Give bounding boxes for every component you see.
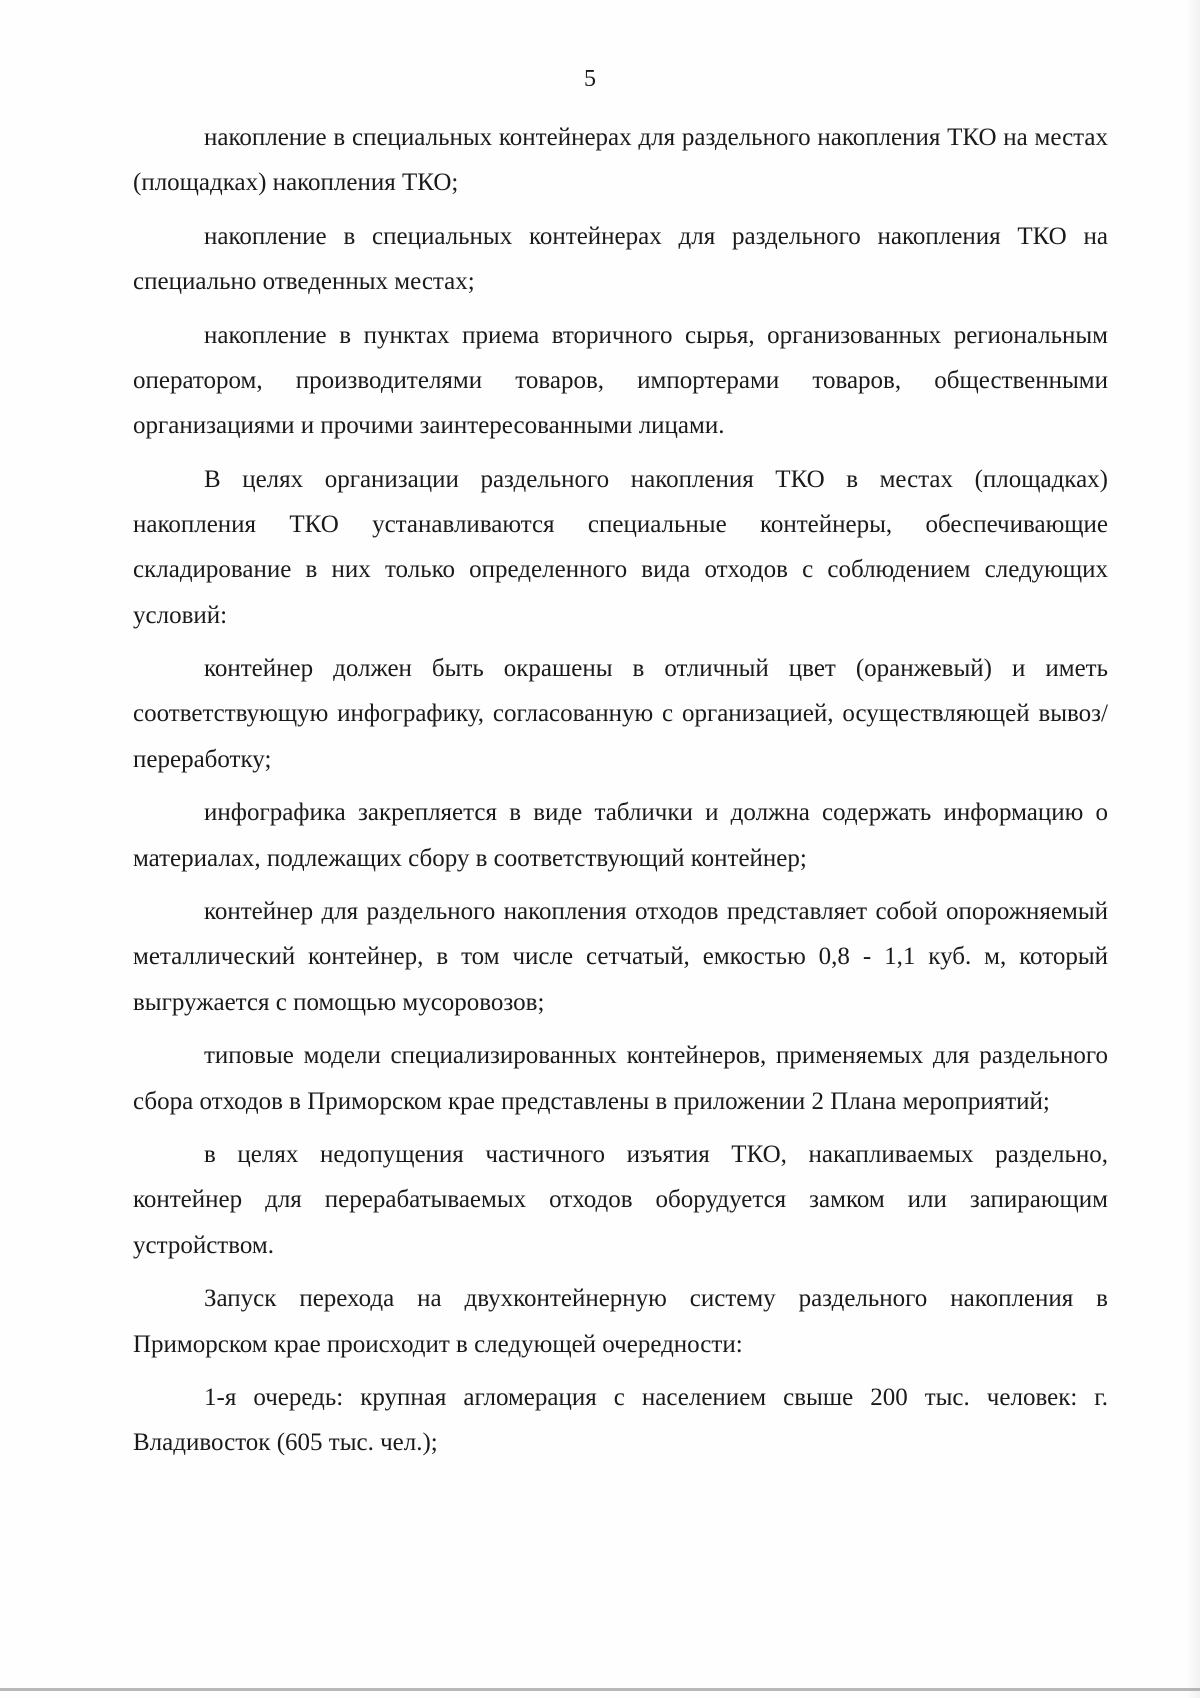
- paragraph: типовые модели специализированных контейнеров, применяемых для раздельного сбора отходов в Приморском крае представлены в приложении 2 Плана мероприятий;: [133, 1042, 1108, 1115]
- paragraph: накопление в специальных контейнерах для раздельного накопления ТКО на специально отведенных местах;: [133, 222, 1108, 296]
- paragraph: Запуск перехода на двухконтейнерную систему раздельного накопления в Приморском крае происходит в следующей очередности:: [133, 1285, 1108, 1358]
- paragraph: в целях недопущения частичного изъятия ТКО, накапливаемых раздельно, контейнер для перерабатываемых отходов оборудуется замком или запирающим устройством.: [133, 1141, 1108, 1259]
- paragraph: В целях организации раздельного накопления ТКО в местах (площадках) накопления ТКО устанавливаются специальные контейнеры, обеспечивающие складирование в них только определенного вида отходов с соблюдением следующих условий:: [133, 465, 1108, 629]
- scan-edge-shadow: [1186, 0, 1200, 1698]
- page-number: 5: [584, 66, 596, 92]
- document-body: [133, 115, 1108, 1474]
- paragraph: инфографика закрепляется в виде таблички и должна содержать информацию о материалах, подлежащих сбору в соответствующий контейнер;: [133, 799, 1108, 872]
- paragraph: накопление в пунктах приема вторичного сырья, организованных региональным оператором, производителями товаров, импортерами товаров, общественными организациями и прочими заинтересованными лицами.: [133, 321, 1108, 440]
- scan-bottom-edge: [0, 1688, 1200, 1691]
- paragraph: 1-я очередь: крупная агломерация с населением свыше 200 тыс. человек: г. Владивосток (605 тыс. чел.);: [133, 1384, 1108, 1457]
- paragraph: накопление в специальных контейнерах для раздельного накопления ТКО на местах (площадках) накопления ТКО;: [133, 124, 1108, 197]
- paragraph: контейнер для раздельного накопления отходов представляет собой опорожняемый металлический контейнер, в том числе сетчатый, емкостью 0,8 - 1,1 куб. м, который выгружается с помощью мусоровозов;: [133, 898, 1108, 1016]
- paragraph: контейнер должен быть окрашены в отличный цвет (оранжевый) и иметь соответствующую инфографику, согласованную с организацией, осуществляющей вывоз/переработку;: [133, 655, 1108, 773]
